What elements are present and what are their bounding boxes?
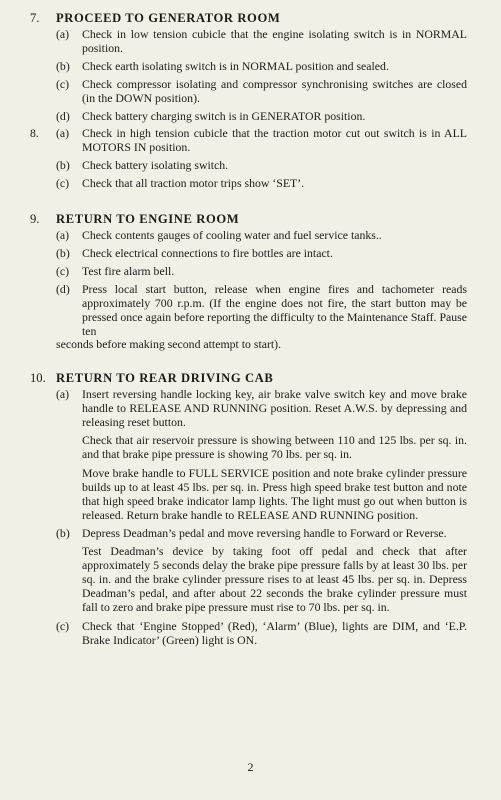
item-label: (a) bbox=[56, 228, 70, 243]
item-label: (c) bbox=[56, 618, 70, 633]
item-label: (a) bbox=[56, 387, 70, 402]
section-number: 8. bbox=[30, 126, 39, 141]
list-item bbox=[30, 527, 467, 541]
item-text: Check compressor isolating and compressor synchronising switches are closed (in the DOWN position). bbox=[82, 76, 467, 105]
section-number: 7. bbox=[30, 11, 40, 25]
item-text: Insert reversing handle locking key, air brake valve switch key and move brake handle to RELEASE AND RUNNING position. Reset A.W.S. by depressing and releasing reset button. bbox=[82, 387, 467, 430]
item-text: Check in high tension cubicle that the traction motor cut out switch is in ALL MOTORS IN position. bbox=[82, 126, 467, 155]
section-10 bbox=[30, 370, 467, 647]
list-item bbox=[30, 78, 467, 106]
item-label: (b) bbox=[56, 158, 70, 173]
section-8 bbox=[30, 127, 467, 191]
list-item bbox=[30, 283, 467, 339]
item-text: Check that all traction motor trips show ‘SET’. bbox=[82, 176, 305, 191]
section-heading bbox=[30, 370, 467, 386]
item-label: (c) bbox=[56, 263, 70, 278]
list-item bbox=[30, 28, 467, 56]
section-heading bbox=[30, 10, 467, 26]
list-item bbox=[30, 620, 467, 648]
item-text: Press local start button, release when engine fires and tachometer reads approximately 700 r.p.m. (If the engine does not fire, the start button may be pressed once again before reporting the difficulty to the Maintenance Staff. Pause ten bbox=[82, 281, 467, 338]
list-item bbox=[30, 159, 467, 173]
item-label: (a) bbox=[56, 27, 70, 41]
sub-paragraph: Move brake handle to FULL SERVICE position and note brake cylinder pressure builds up to at least 45 lbs. per sq. in. Press high speed brake test button and note that high speed brake indicator lamp lights. The light must go out when button is released. Return brake handle to RELEASE AND RUNNING position. bbox=[82, 465, 467, 522]
section-title: RETURN TO ENGINE ROOM bbox=[56, 212, 240, 227]
item-label: (a) bbox=[56, 126, 70, 141]
item-text: Check electrical connections to fire bottles are intact. bbox=[82, 245, 333, 260]
item-continuation: seconds before making second attempt to start). bbox=[56, 337, 282, 352]
list-item bbox=[30, 265, 467, 279]
list-item bbox=[30, 229, 467, 243]
item-label: (c) bbox=[56, 76, 70, 91]
list-item bbox=[30, 247, 467, 261]
item-text: Check contents gauges of cooling water and fuel service tanks.. bbox=[82, 228, 382, 243]
item-text: Check battery isolating switch. bbox=[82, 158, 229, 173]
item-text: Check that ‘Engine Stopped’ (Red), ‘Alarm’ (Blue), lights are DIM, and ‘E.P. Brake Indicator’ (Green) light is ON. bbox=[82, 618, 467, 647]
item-text: Check in low tension cubicle that the engine isolating switch is in NORMAL position. bbox=[82, 27, 467, 55]
section-title: PROCEED TO GENERATOR ROOM bbox=[56, 11, 281, 25]
section-number: 9. bbox=[30, 212, 40, 227]
item-label: (b) bbox=[56, 58, 70, 73]
item-label: (d) bbox=[56, 281, 70, 296]
item-text: Check earth isolating switch is in NORMAL position and sealed. bbox=[82, 58, 389, 73]
list-item bbox=[30, 177, 467, 191]
item-label: (c) bbox=[56, 176, 70, 191]
item-label: (b) bbox=[56, 526, 70, 541]
item-text: Depress Deadman’s pedal and move reversing handle to Forward or Reverse. bbox=[82, 526, 447, 541]
list-item bbox=[30, 110, 467, 124]
page-number: 2 bbox=[247, 760, 254, 774]
sub-paragraph: Test Deadman’s device by taking foot off pedal and check that after approximately 5 seconds delay the brake pipe pressure falls by at least 30 lbs. per sq. in. and the brake cylinder pressure rises to at least 45 lbs. per sq. in. Depress Deadman’s pedal, and after about 22 seconds the brake cylinder pressure must fall to zero and brake pipe pressure must rise to 70 lbs. per sq. in. bbox=[82, 544, 467, 614]
item-label: (b) bbox=[56, 245, 70, 260]
item-text: Test fire alarm bell. bbox=[82, 263, 175, 278]
section-number: 10. bbox=[30, 371, 46, 386]
list-item bbox=[30, 127, 467, 155]
item-label: (d) bbox=[56, 108, 70, 123]
section-heading bbox=[30, 211, 467, 227]
section-title: RETURN TO REAR DRIVING CAB bbox=[56, 371, 274, 386]
section-9 bbox=[30, 211, 467, 352]
item-text: Check battery charging switch is in GENERATOR position. bbox=[82, 108, 366, 123]
list-item bbox=[30, 388, 467, 430]
section-7 bbox=[30, 10, 467, 123]
sub-paragraph: Check that air reservoir pressure is showing between 110 and 125 lbs. per sq. in. and that brake pipe pressure is showing 70 lbs. per sq. in. bbox=[82, 433, 467, 461]
list-item bbox=[30, 60, 467, 74]
